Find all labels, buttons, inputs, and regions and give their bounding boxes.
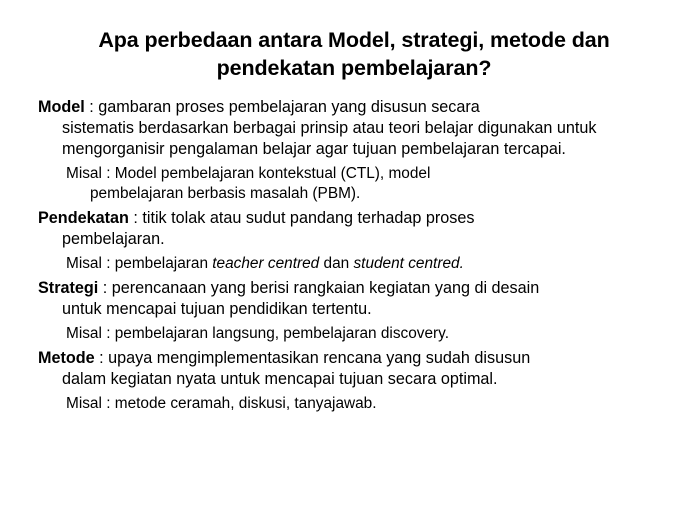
pendekatan-line1: : titik tolak atau sudut pandang terhadap proses [128, 208, 475, 227]
list-item-strategi [38, 278, 670, 320]
list-item-model [38, 97, 670, 160]
metode-line1: : upaya mengimplementasikan rencana yang sudah disusun [94, 349, 531, 368]
term-metode: Metode [38, 349, 95, 368]
strategi-example-line1: Misal : pembelajaran langsung, pembelajaran discovery. [66, 325, 449, 343]
list-item-pendekatan [38, 208, 670, 250]
content-body [38, 97, 670, 415]
list-item-pendekatan-example [38, 254, 670, 274]
metode-line2: dalam kegiatan nyata untuk mencapai tujuan secara optimal. [62, 370, 498, 389]
pendekatan-example-italic-1: teacher centred [212, 255, 320, 273]
list-item-strategi-example [38, 324, 670, 344]
model-line2: sistematis berdasarkan berbagai prinsip atau teori belajar digunakan untuk mengorganisir pengalaman belajar agar tujuan pembelajaran tercapai. [62, 118, 597, 158]
pendekatan-example-pre: Misal : pembelajaran [66, 255, 213, 273]
strategi-line1: : perencanaan yang berisi rangkaian kegiatan yang di desain [98, 279, 540, 298]
model-example-line2: pembelajaran berbasis masalah (PBM). [90, 184, 361, 202]
pendekatan-example-italic-2: student centred. [353, 255, 464, 273]
model-line1: : gambaran proses pembelajaran yang disusun secara [84, 97, 480, 116]
term-pendekatan: Pendekatan [38, 208, 129, 227]
pendekatan-line2: pembelajaran. [62, 230, 165, 249]
model-example-line1: Misal : Model pembelajaran kontekstual (CTL), model [66, 164, 431, 182]
page-title: Apa perbedaan antara Model, strategi, metode dan pendekatan pembelajaran? [98, 28, 610, 81]
list-item-metode-example [38, 394, 670, 414]
term-strategi: Strategi [38, 279, 99, 298]
metode-example-line1: Misal : metode ceramah, diskusi, tanyajawab. [66, 395, 377, 413]
list-item-model-example [38, 164, 670, 204]
term-model: Model [38, 97, 85, 116]
strategi-line2: untuk mencapai tujuan pendidikan tertentu. [62, 300, 372, 319]
pendekatan-example-mid: dan [319, 255, 354, 273]
list-item-metode [38, 348, 670, 390]
